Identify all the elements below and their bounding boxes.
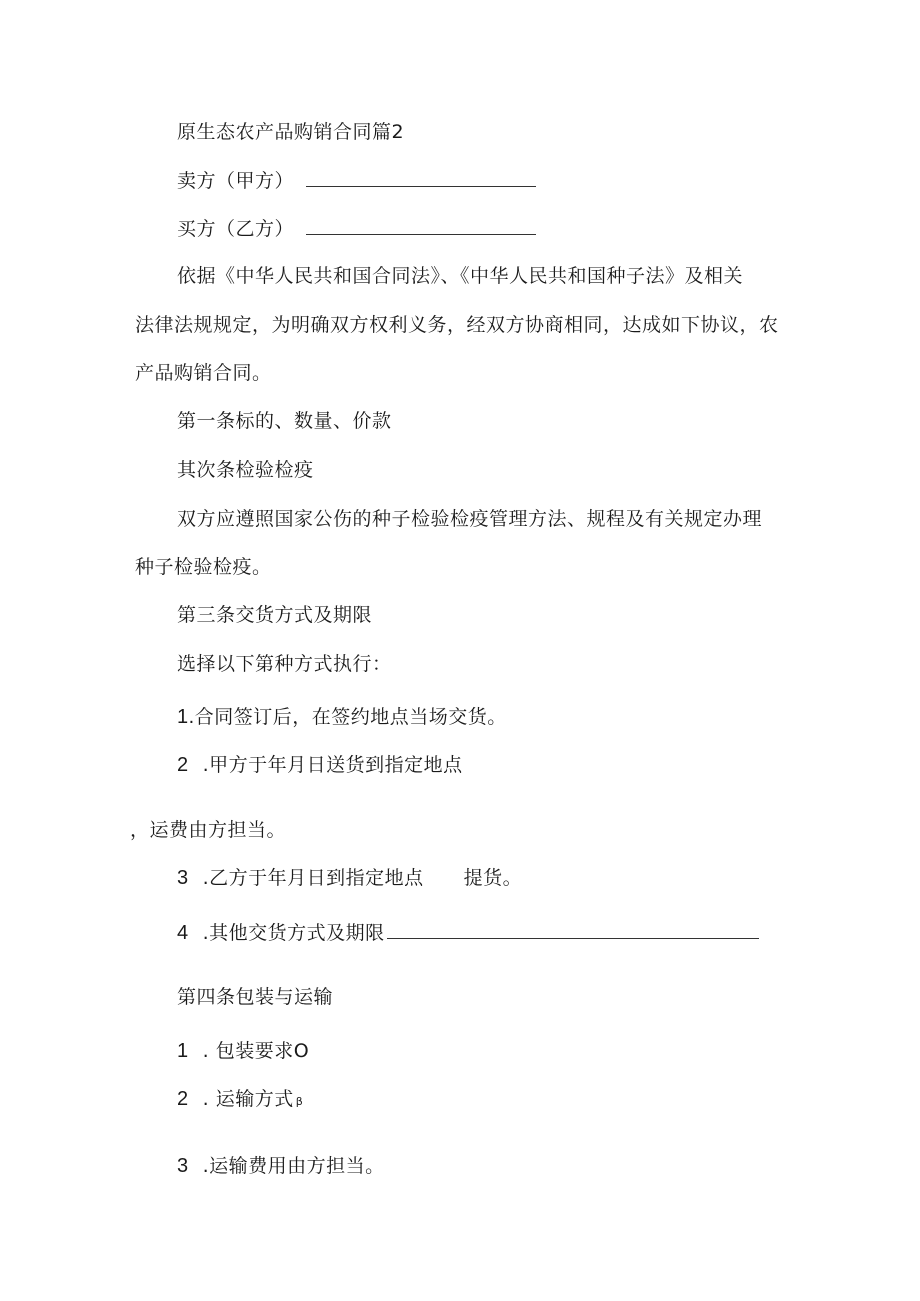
item-text: . 运输方式: [202, 1088, 294, 1110]
article-3-item-2-continued: ，运费由方担当。: [130, 819, 287, 841]
buyer-blank: [306, 216, 536, 235]
item-number: 3: [177, 1155, 189, 1177]
item-text: .运输费用由方担当。: [202, 1155, 385, 1177]
item-text: 合同签订后，在签约地点当场交货。: [194, 706, 507, 728]
item-text: .甲方于年月日送货到指定地点: [202, 754, 463, 776]
article-3-heading: 第三条交货方式及期限: [177, 604, 373, 626]
seller-line: [177, 168, 536, 193]
intro-line-1: 依据《中华人民共和国合同法》、《中华人民共和国种子法》及相关: [177, 265, 744, 287]
item-number: 3: [177, 867, 189, 889]
article-4-item-3: [177, 1154, 385, 1178]
article-4-item-1: [177, 1039, 309, 1063]
seller-blank: [306, 168, 536, 187]
item-text: . 包装要求O: [202, 1040, 310, 1062]
article-2-heading: 其次条检验检疫: [177, 459, 314, 481]
item-number: 2: [177, 1088, 189, 1110]
article-3-item-1: [177, 705, 507, 729]
seller-label: 卖方（甲方）: [177, 170, 295, 192]
item-number: 1: [177, 1040, 189, 1062]
item-text-tail: 提货。: [463, 867, 523, 889]
item-4-blank: [387, 920, 759, 939]
item-number: 2: [177, 754, 189, 776]
item-text: .乙方于年月日到指定地点: [202, 867, 424, 889]
intro-line-2: 法律法规规定，为明确双方权利义务，经双方协商相同，达成如下协议，农: [135, 314, 779, 336]
article-4-heading: 第四条包装与运输: [177, 986, 334, 1008]
article-3-item-3: [177, 866, 522, 890]
contract-title: 原生态农产品购销合同篇2: [177, 121, 405, 143]
article-3-item-4: [177, 920, 759, 945]
item-number: 4: [177, 922, 189, 944]
item-mark: β: [295, 1095, 304, 1108]
article-1-heading: 第一条标的、数量、价款: [177, 410, 392, 432]
article-2-text-2: 种子检验检疫。: [135, 556, 272, 578]
intro-line-3: 产品购销合同。: [135, 362, 272, 384]
article-3-item-2: [177, 753, 463, 777]
item-number: 1.: [177, 706, 195, 728]
article-3-choose: 选择以下第种方式执行：: [177, 653, 392, 675]
buyer-label: 买方（乙方）: [177, 218, 295, 240]
buyer-line: [177, 216, 536, 241]
article-4-item-2: [177, 1087, 303, 1114]
item-text: .其他交货方式及期限: [202, 922, 385, 944]
article-2-text-1: 双方应遵照国家公伤的种子检验检疫管理方法、规程及有关规定办理: [177, 508, 763, 530]
